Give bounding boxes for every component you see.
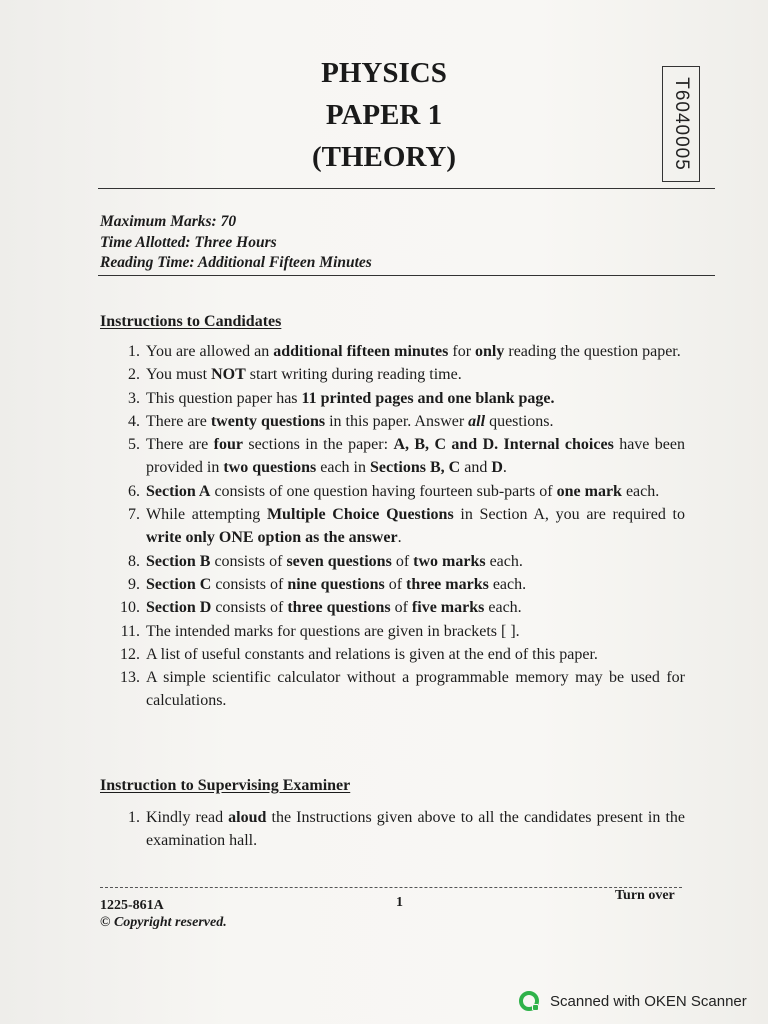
instruction-text: for: [448, 343, 476, 360]
instruction-text: the Instructions given above to all the candidates present in the examination hall.: [146, 809, 685, 850]
instruction-number: 6.: [128, 482, 140, 500]
instruction-text: of: [384, 575, 407, 593]
instruction-text: four: [213, 436, 243, 454]
title-paper: PAPER 1: [325, 99, 443, 131]
instruction-text: three questions: [287, 599, 391, 617]
instruction-text: each.: [485, 552, 523, 570]
instruction-number: 1.: [128, 809, 140, 826]
instruction-number: 10.: [120, 599, 140, 617]
instruction-text: consists of one question having fourteen sub-parts of: [210, 482, 557, 500]
footer-divider: [100, 887, 682, 888]
instruction-text: additional fifteen minutes: [273, 343, 449, 360]
instruction-text: aloud: [228, 809, 267, 826]
instruction-item: [110, 573, 685, 596]
instruction-text: start writing during reading time.: [245, 366, 462, 384]
instruction-text: twenty questions: [210, 412, 326, 430]
scanner-watermark: [518, 989, 747, 1013]
instruction-text: A list of useful constants and relations is given at the end of this paper.: [146, 645, 598, 663]
instruction-text: of: [390, 599, 412, 617]
instruction-item: [110, 410, 685, 433]
instruction-number: 2.: [128, 366, 140, 384]
instruction-number: 5.: [128, 436, 140, 454]
instruction-item: [110, 666, 685, 713]
instruction-number: 1.: [128, 343, 140, 360]
instruction-text: You must: [146, 366, 212, 384]
instruction-item: [110, 433, 685, 480]
instruction-item: [110, 387, 685, 410]
instruction-number: 8.: [128, 552, 140, 570]
instruction-text: Section D: [146, 599, 212, 617]
instruction-item: [110, 340, 685, 363]
instruction-text: Multiple Choice Questions: [266, 506, 454, 524]
instruction-text: each.: [484, 599, 522, 617]
instruction-text: reading the question paper.: [504, 343, 681, 360]
instruction-text: .: [397, 529, 402, 547]
instruction-item: [110, 550, 685, 573]
instruction-text: five marks: [411, 599, 485, 617]
instruction-text: questions.: [485, 412, 554, 430]
instruction-text: have been provided in: [146, 436, 686, 477]
instruction-text: two questions: [223, 459, 317, 477]
paper-code-box: [662, 66, 700, 182]
instruction-number: 4.: [128, 412, 140, 430]
instruction-text: Section C: [146, 575, 212, 593]
max-marks: Maximum Marks: 70: [100, 213, 237, 230]
instruction-number: 7.: [128, 506, 140, 524]
instruction-text: each in: [316, 459, 370, 477]
instruction-text: one mark: [556, 482, 622, 500]
instruction-text: There are: [146, 412, 211, 430]
instruction-item: [110, 363, 685, 386]
paper-code: T6040005: [671, 77, 692, 171]
instruction-text: Section A: [146, 482, 211, 500]
paper-title: [0, 52, 768, 178]
instruction-text: A, B, C and D. Internal choices: [393, 436, 614, 454]
examiner-heading: Instruction to Supervising Examiner: [100, 777, 351, 794]
title-divider: [98, 188, 715, 189]
instruction-text: all: [468, 412, 486, 430]
instruction-item: [110, 480, 685, 503]
instruction-number: 3.: [128, 389, 140, 407]
instruction-text: and: [460, 459, 492, 477]
examiner-instructions-list: [110, 806, 685, 853]
instruction-text: 11 printed pages and one blank page.: [301, 389, 555, 407]
title-subject: PHYSICS: [321, 57, 447, 89]
meta-divider: [98, 275, 715, 276]
candidate-instructions-list: [110, 340, 685, 713]
scanner-label: Scanned with OKEN Scanner: [550, 992, 747, 1010]
instruction-text: You are allowed an: [146, 343, 274, 360]
instruction-text: of: [391, 552, 414, 570]
instruction-text: two marks: [413, 552, 486, 570]
instruction-text: sections in the paper:: [242, 436, 394, 454]
copyright-notice: © Copyright reserved.: [100, 915, 227, 930]
instruction-text: in Section A, you are required to: [453, 506, 685, 524]
instruction-number: 9.: [128, 575, 140, 593]
instruction-number: 12.: [120, 645, 140, 663]
instruction-text: three marks: [406, 575, 489, 593]
instruction-text: The intended marks for questions are given in brackets [ ].: [146, 622, 520, 640]
instruction-text: only: [475, 343, 505, 360]
instruction-text: consists of: [211, 575, 288, 593]
instruction-text: nine questions: [287, 575, 385, 593]
instruction-text: D: [491, 459, 503, 477]
candidates-heading: Instructions to Candidates: [100, 313, 282, 330]
instruction-text: .: [502, 459, 507, 477]
instruction-number: 13.: [120, 669, 140, 687]
instruction-text: write only ONE option as the answer: [146, 529, 398, 547]
reading-time: Reading Time: Additional Fifteen Minutes: [100, 254, 372, 271]
instruction-text: seven questions: [286, 552, 392, 570]
time-allotted: Time Allotted: Three Hours: [100, 233, 277, 251]
instruction-text: Section B: [146, 552, 211, 570]
instruction-text: There are: [146, 436, 214, 454]
paper-series-code: 1225-861A: [100, 898, 164, 913]
instruction-text: While attempting: [146, 506, 267, 524]
exam-meta: [100, 212, 372, 274]
instruction-text: in this paper. Answer: [325, 412, 469, 430]
page-number: 1: [396, 895, 403, 910]
instruction-text: Kindly read: [146, 809, 229, 826]
instruction-text: each.: [621, 482, 660, 500]
instruction-item: [110, 643, 685, 666]
oken-scanner-icon: [518, 990, 540, 1012]
instruction-text: Sections B, C: [369, 459, 461, 477]
turn-over-label: Turn over: [615, 888, 675, 903]
instruction-item: [110, 503, 685, 550]
instruction-number: 11.: [120, 622, 140, 640]
instruction-item: [110, 620, 685, 643]
instruction-text: This question paper has: [146, 389, 302, 407]
instruction-item: [110, 596, 685, 619]
instruction-text: NOT: [211, 366, 246, 384]
title-theory: (THEORY): [312, 141, 456, 173]
instruction-item: [110, 806, 685, 853]
instruction-text: consists of: [211, 599, 288, 617]
instruction-text: each.: [488, 575, 527, 593]
instruction-text: A simple scientific calculator without a programmable memory may be used for calculations.: [146, 669, 685, 710]
instruction-text: consists of: [210, 552, 287, 570]
